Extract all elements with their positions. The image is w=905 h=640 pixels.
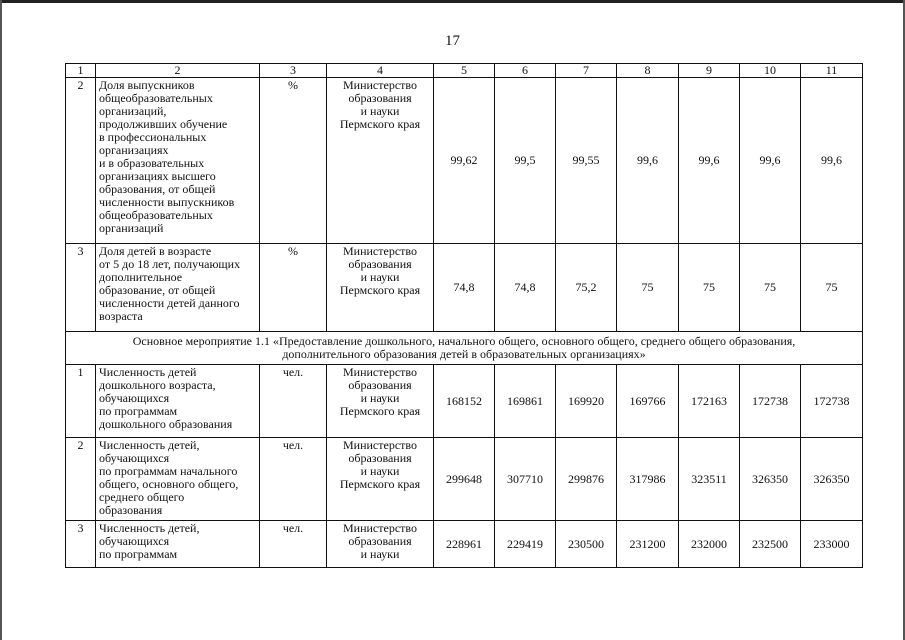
executor-cell: Министерство образования и науки Пермского края (327, 438, 434, 521)
value-cell: 99,5 (495, 78, 556, 244)
value-cell: 323511 (679, 438, 740, 521)
header-cell: 9 (679, 64, 740, 78)
executor-cell: Министерство образования и науки Пермского края (327, 365, 434, 438)
table-row (66, 365, 863, 438)
value-cell: 232500 (740, 521, 801, 568)
value-cell: 99,6 (801, 78, 863, 244)
header-cell: 2 (96, 64, 260, 78)
value-cell: 169920 (556, 365, 617, 438)
row-number: 2 (66, 438, 96, 521)
unit-cell: % (260, 78, 327, 244)
value-cell: 99,6 (679, 78, 740, 244)
value-cell: 172163 (679, 365, 740, 438)
unit-cell: чел. (260, 365, 327, 438)
row-number: 1 (66, 365, 96, 438)
section-title: Основное мероприятие 1.1 «Предоставление дошкольного, начального общего, основного общего, среднего общего образования, дополнительного образования детей в образовательных организациях» (66, 332, 863, 365)
unit-cell: % (260, 244, 327, 332)
value-cell: 99,6 (740, 78, 801, 244)
executor-cell: Министерство образования и науки (327, 521, 434, 568)
scan-edge-top (0, 0, 905, 3)
header-cell: 10 (740, 64, 801, 78)
value-cell: 326350 (801, 438, 863, 521)
executor-cell: Министерство образования и науки Пермского края (327, 78, 434, 244)
unit-cell: чел. (260, 438, 327, 521)
value-cell: 168152 (434, 365, 495, 438)
value-cell: 230500 (556, 521, 617, 568)
value-cell: 299648 (434, 438, 495, 521)
value-cell: 317986 (617, 438, 679, 521)
header-cell: 8 (617, 64, 679, 78)
value-cell: 326350 (740, 438, 801, 521)
header-cell: 6 (495, 64, 556, 78)
indicator-name: Доля детей в возрасте от 5 до 18 лет, получающих дополнительное образование, от общей численности детей данного возраста (96, 244, 260, 332)
table-row (66, 438, 863, 521)
value-cell: 99,55 (556, 78, 617, 244)
header-cell: 5 (434, 64, 495, 78)
value-cell: 75 (801, 244, 863, 332)
indicators-table (65, 63, 863, 568)
row-number: 2 (66, 78, 96, 244)
row-number: 3 (66, 521, 96, 568)
table-row (66, 244, 863, 332)
value-cell: 75 (679, 244, 740, 332)
table-row (66, 521, 863, 568)
value-cell: 299876 (556, 438, 617, 521)
value-cell: 172738 (801, 365, 863, 438)
value-cell: 74,8 (434, 244, 495, 332)
header-cell: 1 (66, 64, 96, 78)
value-cell: 229419 (495, 521, 556, 568)
value-cell: 99,6 (617, 78, 679, 244)
value-cell: 74,8 (495, 244, 556, 332)
value-cell: 169861 (495, 365, 556, 438)
table-row (66, 78, 863, 244)
value-cell: 75,2 (556, 244, 617, 332)
unit-cell: чел. (260, 521, 327, 568)
value-cell: 99,62 (434, 78, 495, 244)
value-cell: 169766 (617, 365, 679, 438)
value-cell: 307710 (495, 438, 556, 521)
value-cell: 75 (617, 244, 679, 332)
scan-edge-left (0, 0, 2, 640)
value-cell: 231200 (617, 521, 679, 568)
header-cell: 11 (801, 64, 863, 78)
indicator-name: Доля выпускников общеобразовательных организаций, продолживших обучение в профессиональных организациях и в образовательных организациях высшего образования, от общей численности выпускников общеобразовательных организаций (96, 78, 260, 244)
value-cell: 232000 (679, 521, 740, 568)
indicator-name: Численность детей, обучающихся по программам начального общего, основного общего, среднего общего образования (96, 438, 260, 521)
value-cell: 233000 (801, 521, 863, 568)
table-header-row (66, 64, 863, 78)
page-number: 17 (445, 33, 460, 49)
indicator-name: Численность детей, обучающихся по программам (96, 521, 260, 568)
header-cell: 7 (556, 64, 617, 78)
value-cell: 172738 (740, 365, 801, 438)
header-cell: 4 (327, 64, 434, 78)
indicator-name: Численность детей дошкольного возраста, обучающихся по программам дошкольного образования (96, 365, 260, 438)
value-cell: 75 (740, 244, 801, 332)
header-cell: 3 (260, 64, 327, 78)
row-number: 3 (66, 244, 96, 332)
executor-cell: Министерство образования и науки Пермского края (327, 244, 434, 332)
section-row (66, 332, 863, 365)
value-cell: 228961 (434, 521, 495, 568)
